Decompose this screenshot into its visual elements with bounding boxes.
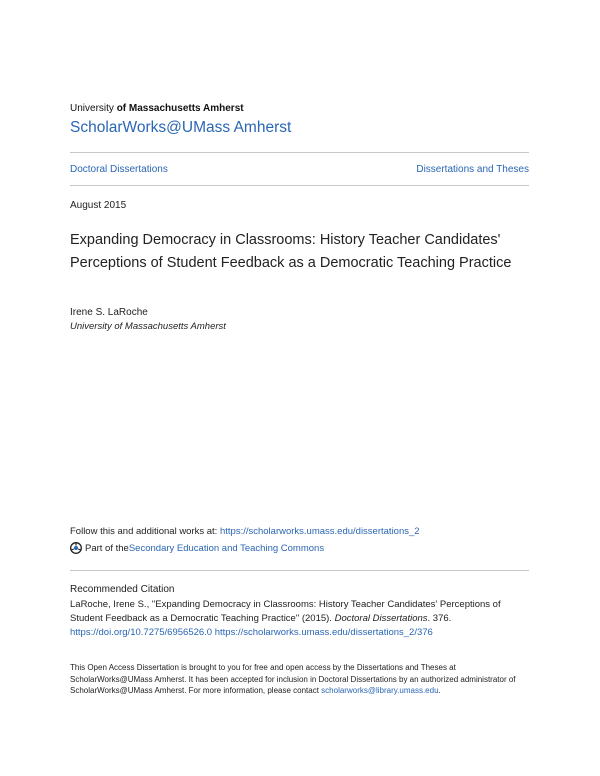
publication-date: August 2015 — [70, 200, 127, 211]
repository-link[interactable]: ScholarWorks@UMass Amherst — [70, 119, 292, 136]
commons-link[interactable]: Secondary Education and Teaching Commons — [128, 542, 325, 554]
author-affiliation: University of Massachusetts Amherst — [70, 321, 226, 332]
institution-main: Massachusetts Amherst — [128, 103, 244, 114]
dissertations-theses-link[interactable]: Dissertations and Theses — [416, 164, 529, 175]
citation-number: . 376. — [427, 613, 452, 624]
divider-citation — [70, 570, 529, 571]
citation-text: LaRoche, Irene S., "Expanding Democracy in Classrooms: History Teacher Candidates' Perceptions of Student Feedback as a Democratic Teaching Practice" (2015). — [70, 599, 501, 624]
citation-heading: Recommended Citation — [70, 584, 175, 595]
institution-of: of — [116, 103, 129, 114]
follow-text: Follow this and additional works at: — [70, 526, 220, 537]
divider-nav — [70, 185, 529, 186]
citation-url-link[interactable]: https://scholarworks.umass.edu/dissertations_2/376 — [214, 627, 433, 638]
institution-prefix: University — [70, 103, 117, 114]
follow-link[interactable]: https://scholarworks.umass.edu/dissertations_2 — [219, 526, 420, 537]
document-title: Expanding Democracy in Classrooms: History Teacher Candidates' Perceptions of Student Feedback as a Democratic Teaching Practice — [70, 232, 512, 271]
citation-body — [70, 598, 532, 640]
part-of-text: Part of the — [85, 542, 129, 554]
follow-line — [70, 526, 420, 537]
doctoral-dissertations-link[interactable]: Doctoral Dissertations — [70, 164, 168, 175]
doi-link[interactable]: https://doi.org/10.7275/6956526.0 — [70, 627, 213, 638]
part-of-line — [70, 542, 324, 554]
access-notice-text: This Open Access Dissertation is brought to you for free and open access by the Dissertations and Theses at ScholarWorks@UMass Amherst. It has been accepted for inclusion in Doctoral Dissertations by an authorized administrator of ScholarWorks@UMass Amherst. For more information, please contact — [70, 663, 516, 695]
commons-network-icon — [70, 542, 82, 554]
citation-journal: Doctoral Dissertations — [334, 613, 428, 624]
contact-email-link[interactable]: scholarworks@library.umass.edu — [321, 686, 439, 695]
author-name: Irene S. LaRoche — [70, 307, 148, 318]
divider-top — [70, 152, 529, 153]
access-notice-end: . — [438, 686, 441, 695]
access-notice — [70, 662, 532, 697]
institution-name — [70, 103, 244, 114]
